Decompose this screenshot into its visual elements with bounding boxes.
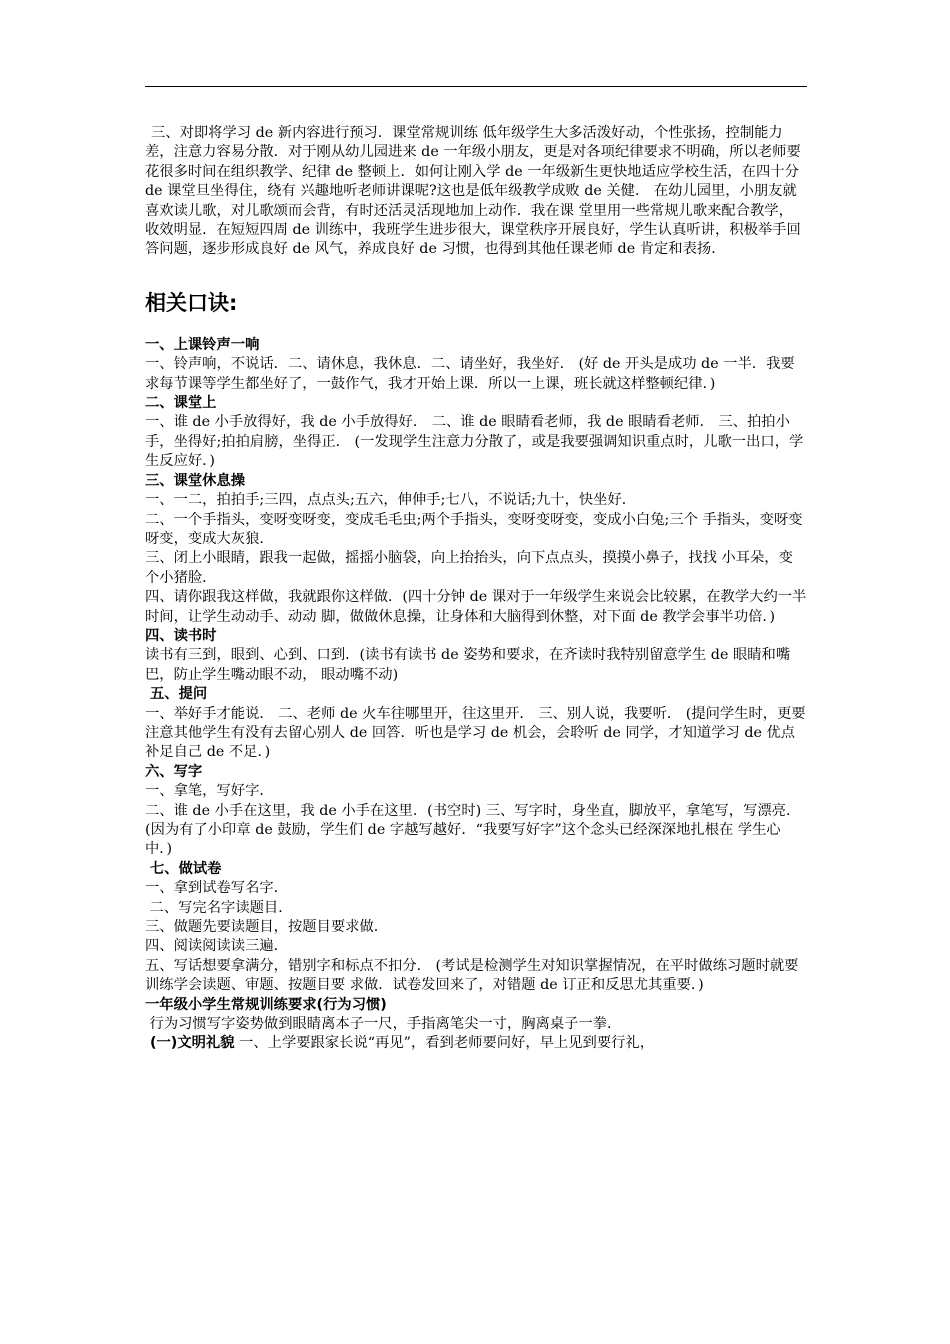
section-heading-2: 二、课堂上 xyxy=(145,395,217,412)
section-text-7-line-1: 一、拿到试卷写名字． xyxy=(145,880,288,897)
section-text-4: 读书有三到，眼到、心到、口到．(读书有读书 de 姿势和要求，在齐读时我特别留意学生 de 眼睛和嘴巴，防止学生嘴动眼不动， 眼动嘴不动) xyxy=(145,647,791,683)
section-text-5: 一、举好手才能说． 二、老师 de 火车往哪里开，往这里开． 三、别人说，我要听． (提问学生时，更要注意其他学生有没有去留心别人 de 回答．听也是学习 de 机会，会聆听 de 同学，才知道学习 de 优点补足自己 de 不足．) xyxy=(145,705,806,761)
section-heading-8: 一年级小学生常规训练要求(行为习惯) xyxy=(145,996,387,1013)
section-text-3-line-2: 二、一个手指头，变呀变呀变，变成毛毛虫;两个手指头，变呀变呀变，变成小白兔;三个 手指头，变呀变呀变，变成大灰狼． xyxy=(145,511,803,547)
section-heading-3: 三、课堂休息操 xyxy=(145,472,246,489)
section-text-3-line-1: 一、一二，拍拍手;三四，点点头;五六，伸伸手;七八，不说话;九十，快坐好． xyxy=(145,492,637,509)
section-text-9: 一、上学要跟家长说“再见”，看到老师要问好，早上见到要行礼， xyxy=(234,1035,655,1052)
section-text-6-line-2: 二、谁 de 小手在这里，我 de 小手在这里．(书空时) 三、写字时，身坐直，脚放平，拿笔写，写漂亮． (因为有了小印章 de 鼓励，学生们 de 字越写越好．“我要写好字”这个念头已经深深地扎根在 学生心中．) xyxy=(145,802,801,858)
page-title: 相关口诀: xyxy=(145,290,238,315)
section-heading-7: 七、做试卷 xyxy=(145,860,222,877)
section-heading-4: 四、读书时 xyxy=(145,627,217,644)
section-9-line xyxy=(145,1034,807,1053)
header-rule xyxy=(145,86,807,87)
section-heading-5: 五、提问 xyxy=(145,686,208,703)
intro-paragraph: 三、对即将学习 de 新内容进行预习．课堂常规训练 低年级学生大多活泼好动，个性张扬，控制能力差，注意力容易分散．对于刚从幼儿园进来 de 一年级小朋友，更是对各项纪律要求不明确，所以老师要花很多时间在组织教学、纪律 de 整顿上．如何让刚入学 de 一年级新生更快地适应学校生活，在四十分 de 课堂旦坐得住，绕有 兴趣地听老师讲课呢?这也是低年级教学成败 de 关健． 在幼儿园里，小朋友就喜欢读儿歌，对儿歌颂而会背，有时还活灵活现地加上动作．我在课 堂里用一些常规儿歌来配合教学，收效明显．在短短四周 de 训练中，我班学生进步很大，课堂秩序开展良好，学生认真听讲，积极举手回答问题，逐步形成良好 de 风气，养成良好 de 习惯，也得到其他任课老师 de 肯定和表扬． xyxy=(145,125,801,258)
section-text-3-line-3: 三、闭上小眼睛，跟我一起做，摇摇小脑袋，向上抬抬头，向下点点头，摸摸小鼻子，找找 小耳朵，变个小猪脸． xyxy=(145,550,793,586)
section-heading-6: 六、写字 xyxy=(145,763,203,780)
section-text-7-line-5: 五、写话想要拿满分，错别字和标点不扣分． (考试是检测学生对知识掌握情况，在平时做练习题时就要训练学会读题、审题、按题目要 求做．试卷发回来了，对错题 de 订正和反思尤其重要．) xyxy=(145,957,799,994)
section-heading-1: 一、上课铃声一响 xyxy=(145,336,260,353)
section-text-2: 一、谁 de 小手放得好，我 de 小手放得好． 二、谁 de 眼睛看老师，我 de 眼睛看老师． 三、拍拍小手，坐得好;拍拍肩膀，坐得正． (一发现学生注意力分散了，或是我要强调知识重点时，儿歌一出口，学生反应好．) xyxy=(145,414,804,470)
section-text-6-line-1: 一、拿笔，写好字． xyxy=(145,783,274,800)
section-text-7-line-2: 二、写完名字读题目． xyxy=(145,899,293,916)
document-body xyxy=(145,124,807,1054)
section-text-3-line-4: 四、请你跟我这样做，我就跟你这样做．(四十分钟 de 课对于一年级学生来说会比较累，在教学大约一半时间，让学生动动手、动动 脚，做做休息操，让身体和大脑得到休整，对下面 de 教学会事半功倍．) xyxy=(145,589,807,625)
section-text-1: 一、铃声响，不说话．二、请休息，我休息．二、请坐好，我坐好． (好 de 开头是成功 de 一半．我要求每节课等学生都坐好了，一鼓作气，我才开始上课．所以一上课，班长就这样整顿纪律．) xyxy=(145,356,795,392)
section-text-7-line-3: 三、做题先要读题目，按题目要求做． xyxy=(145,919,389,936)
section-text-7-line-4: 四、阅读阅读读三遍． xyxy=(145,938,288,955)
section-text-8: 行为习惯写字姿势做到眼睛离本子一尺，手指离笔尖一寸，胸离桌子一拳． xyxy=(145,1016,622,1033)
section-heading-9: (一)文明礼貌 xyxy=(145,1035,235,1052)
